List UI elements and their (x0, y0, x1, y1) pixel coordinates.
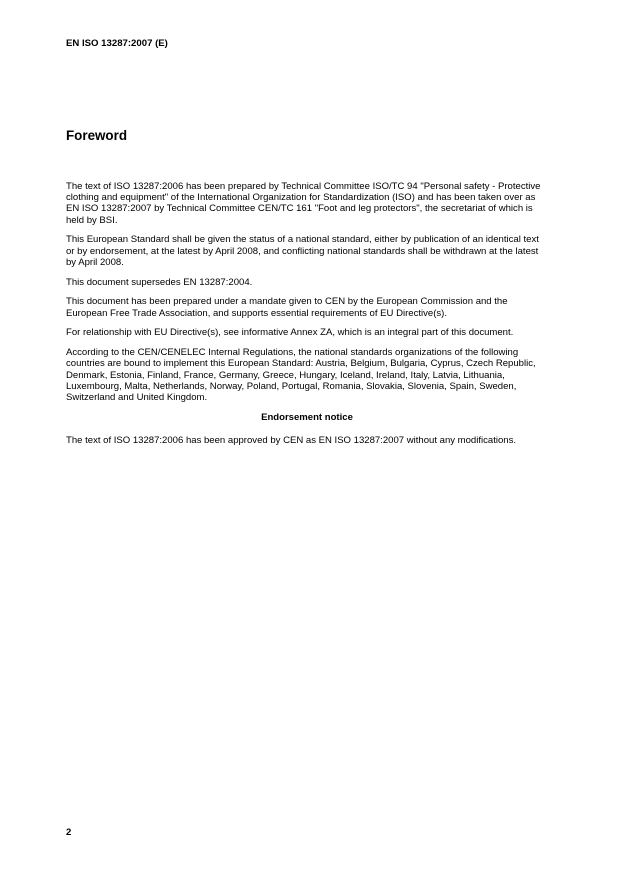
paragraph-annex-relationship: For relationship with EU Directive(s), see informative Annex ZA, which is an integral part of this document. (66, 327, 514, 339)
paragraph-endorsement: The text of ISO 13287:2006 has been approved by CEN as EN ISO 13287:2007 without any modifications. (66, 435, 517, 447)
endorsement-heading: Endorsement notice (261, 411, 353, 423)
paragraph-national-status: This European Standard shall be given the status of a national standard, either by publication of an identical text or by endorsement, at the latest by April 2008, and conflicting national standards shall be withdrawn at the latest by April 2008. (66, 234, 539, 268)
paragraph-implementing-countries: According to the CEN/CENELEC Internal Regulations, the national standards organizations of the following countries are bound to implement this European Standard: Austria, Belgium, Bulgaria, Cyprus, Czech Republic, Denmark, Estonia, Finland, France, Germany, Greece, Hungary, Iceland, Ireland, Italy, Latvia, Lithuania, Luxembourg, Malta, Netherlands, Norway, Poland, Portugal, Romania, Slovakia, Slovenia, Spain, Sweden, Switzerland and United Kingdom. (66, 347, 536, 404)
page-number: 2 (66, 827, 72, 838)
paragraph-iso-preparation: The text of ISO 13287:2006 has been prepared by Technical Committee ISO/TC 94 "Personal safety - Protective clothing and equipment" of the International Organization for Standardization (ISO) and has been taken over as EN ISO 13287:2007 by Technical Committee CEN/TC 161 "Foot and leg protectors", the secretariat of which is held by BSI. (66, 181, 541, 226)
page-title: Foreword (66, 128, 128, 143)
paragraph-supersedes: This document supersedes EN 13287:2004. (66, 276, 253, 288)
paragraph-mandate: This document has been prepared under a mandate given to CEN by the European Commission and the European Free Trade Association, and supports essential requirements of EU Directive(s). (66, 296, 508, 319)
document-header: EN ISO 13287:2007 (E) (66, 38, 168, 49)
foreword-body (66, 181, 548, 455)
